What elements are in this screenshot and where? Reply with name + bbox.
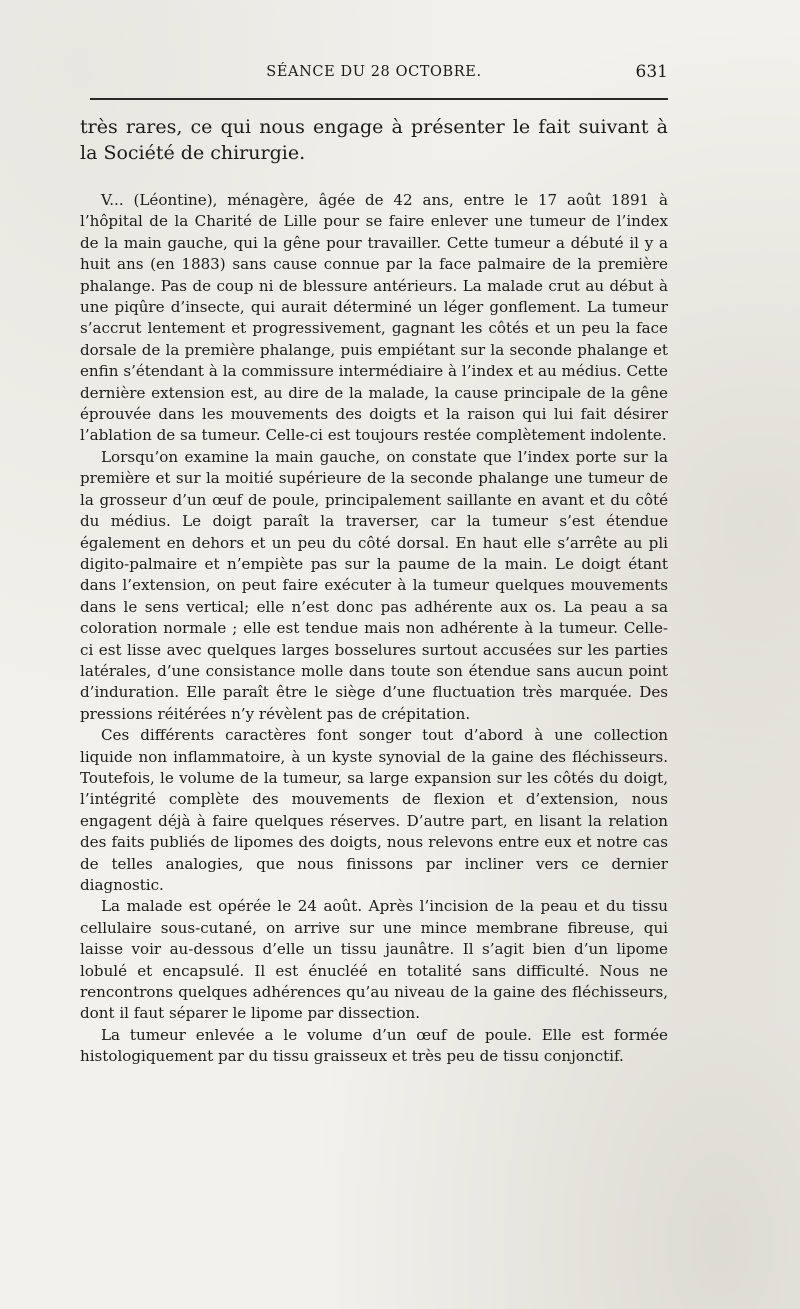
body-text — [80, 114, 668, 1068]
running-title: SÉANCE DU 28 OCTOBRE. — [266, 64, 482, 80]
paragraph-operation: La malade est opérée le 24 août. Après l’incision de la peau et du tissu cellulaire sous-cutané, on arrive sur une mince membrane fibreuse, qui laisse voir au-dessous d’elle un tissu jaunâtre. Il s’agit bien d’un lipome lobulé et encapsulé. Il est énucléé en totalité sans difficulté. Nous ne rencontrons quelques adhérences qu’au niveau de la gaine des fléchisseurs, dont il faut séparer le lipome par dissection. — [80, 897, 668, 1023]
paragraph-continuation: très rares, ce qui nous engage à présenter le fait suivant à la Société de chirurgie. — [80, 116, 668, 164]
running-header — [80, 62, 668, 86]
paragraph-diagnosis: Ces différents caractères font songer tout d’abord à une collection liquide non inflammatoire, à un kyste synovial de la gaine des fléchisseurs. Toutefois, le volume de la tumeur, sa large expansion sur les côtés du doigt, l’intégrité complète des mouvements de flexion et d’extension, nous engagent déjà à faire quelques réserves. D’autre part, en lisant la relation des faits publiés de lipomes des doigts, nous relevons entre eux et notre cas de telles analogies, que nous finissons par incliner vers ce dernier diagnostic. — [80, 726, 668, 894]
paragraph-histology: La tumeur enlevée a le volume d’un œuf de poule. Elle est formée histologiquement par du tissu graisseux et très peu de tissu conjonctif. — [80, 1025, 668, 1066]
page-number: 631 — [635, 62, 668, 82]
paragraph-case-history: V... (Léontine), ménagère, âgée de 42 ans, entre le 17 août 1891 à l’hôpital de la Charité de Lille pour se faire enlever une tumeur de l’index de la main gauche, qui la gêne pour travailler. Cette tumeur a débuté il y a huit ans (en 1883) sans cause connue par la face palmaire de la première phalange. Pas de coup ni de blessure antérieurs. La malade crut au début à une piqûre d’insecte, qui aurait déterminé un léger gonflement. La tumeur s’accrut lentement et progressivement, gagnant les côtés et un peu la face dorsale de la première phalange, puis empiétant sur la seconde phalange et enfin s’étendant à la commissure intermédiaire à l’index et au médius. Cette dernière extension est, au dire de la malade, la cause principale de la gêne éprouvée dans les mouvements des doigts et la raison qui lui fait désirer l’ablation de sa tumeur. Celle-ci est toujours restée complètement indolente. — [80, 191, 668, 445]
paragraph-examination: Lorsqu’on examine la main gauche, on constate que l’index porte sur la première et sur la moitié supérieure de la seconde phalange une tumeur de la grosseur d’un œuf de poule, principalement saillante en avant et du côté du médius. Le doigt paraît la traverser, car la tumeur s’est étendue également en dehors et un peu du côté dorsal. En haut elle s’arrête au pli digito-palmaire et n’empiète pas sur la paume de la main. Le doigt étant dans l’extension, on peut faire exécuter à la tumeur quelques mouvements dans le sens vertical; elle n’est donc pas adhérente aux os. La peau a sa coloration normale ; elle est tendue mais non adhérente à la tumeur. Celle-ci est lisse avec quelques larges bosselures surtout accusées sur les parties latérales, d’une consistance molle dans toute son étendue sans aucun point d’induration. Elle paraît être le siège d’une fluctuation très marquée. Des pressions réitérées n’y révèlent pas de crépitation. — [80, 447, 668, 723]
header-rule — [90, 98, 668, 100]
